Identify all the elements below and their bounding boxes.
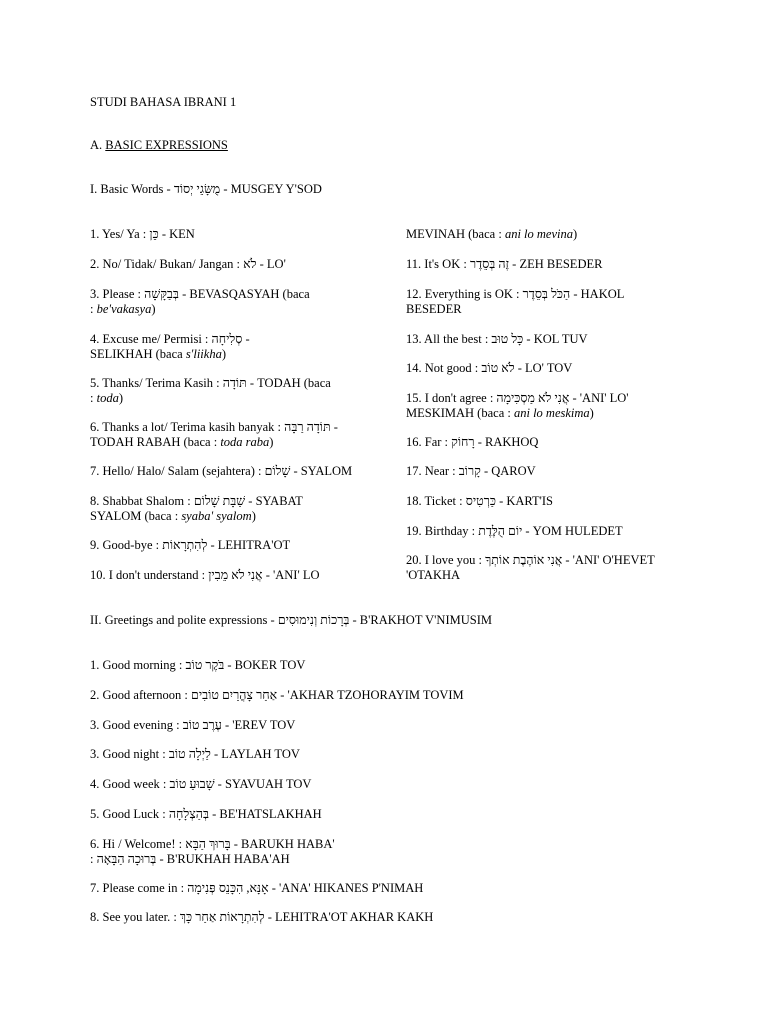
list-item	[90, 718, 295, 732]
list-item	[406, 524, 623, 538]
item-hebrew: רָחוֹק	[451, 435, 475, 449]
item-text: 14. Not good :	[406, 361, 482, 375]
item-translit: - 'ANI' LO	[262, 568, 320, 582]
item-translit: - 'ANI' LO'	[569, 391, 629, 405]
item-translit: - LEHITRA'OT AKHAR KAKH	[264, 910, 434, 924]
item-text: 3. Good evening :	[90, 718, 183, 732]
item-translit: - HAKOL	[570, 287, 625, 301]
item-hebrew: כַּרְטִיס	[465, 494, 496, 508]
item-translit: - B'RUKHAH HABA'AH	[156, 852, 290, 866]
item-pronunciation: s'liikha	[185, 347, 222, 361]
part-1-title-post: - MUSGEY Y'SOD	[220, 182, 322, 196]
item-hebrew: אַחַר צָהֳרַיִם טוֹבִים	[191, 688, 278, 702]
list-item	[90, 376, 331, 390]
item-text: 8. See you later. :	[90, 910, 180, 924]
item-translit: - KART'IS	[495, 494, 554, 508]
item-hebrew: סְלִיחָה	[211, 332, 243, 346]
item-translit: - 'EREV TOV	[221, 718, 296, 732]
item-hebrew: לֹא טוֹב	[481, 361, 515, 375]
item-hebrew: בְּהַצְלָחָה	[168, 807, 210, 821]
item-text: SYALOM (baca :	[90, 509, 182, 523]
item-text: )	[251, 509, 256, 523]
item-text: )	[151, 302, 156, 316]
list-item-continuation	[90, 852, 290, 866]
item-text: 9. Good-bye :	[90, 538, 163, 552]
item-translit: -	[242, 332, 250, 346]
section-a-prefix: A.	[90, 138, 106, 152]
item-hebrew: בָּרוּךְ הַבָּא	[185, 837, 231, 851]
item-translit: - LAYLAH TOV	[210, 747, 300, 761]
item-hebrew: אֲנִי לֹא מֵבִין	[208, 568, 263, 582]
list-item-continuation	[406, 406, 594, 420]
item-hebrew: אֲנִי אוֹהֶבֶת אוֹתְךָ	[485, 553, 563, 567]
item-translit: - SYALOM	[290, 464, 353, 478]
list-item	[90, 837, 335, 851]
list-item	[90, 658, 305, 672]
list-item-continuation	[90, 302, 156, 316]
list-item	[90, 464, 352, 478]
list-item	[406, 435, 538, 449]
list-item-continuation	[406, 227, 577, 241]
item-translit: - TODAH (baca	[246, 376, 331, 390]
item-text: MESKIMAH (baca :	[406, 406, 514, 420]
list-item	[90, 287, 310, 301]
item-text: SELIKHAH (baca	[90, 347, 186, 361]
item-hebrew: אֲנִי לֹא מַסְכִּימָה	[496, 391, 570, 405]
item-translit: - 'ANI' O'HEVET	[562, 553, 655, 567]
item-hebrew: שַׁבָּת שָׁלוֹם	[193, 494, 246, 508]
item-text: 20. I love you :	[406, 553, 486, 567]
item-pronunciation: be'vakasya	[96, 302, 152, 316]
item-text: 13. All the best :	[406, 332, 492, 346]
section-a-title: BASIC EXPRESSIONS	[105, 138, 228, 152]
item-translit: - KEN	[158, 227, 195, 241]
list-item	[90, 332, 250, 346]
list-item	[90, 227, 195, 241]
list-item	[406, 553, 655, 567]
item-text: )	[572, 227, 578, 241]
list-item	[90, 777, 311, 791]
item-text: 7. Please come in :	[90, 881, 188, 895]
list-item	[90, 747, 300, 761]
list-item-continuation	[90, 391, 123, 405]
item-translit: - LO' TOV	[514, 361, 573, 375]
item-text: 6. Hi / Welcome! :	[90, 837, 186, 851]
item-translit: - ZEH BESEDER	[509, 257, 603, 271]
item-pronunciation: toda raba	[220, 435, 270, 449]
item-text: 16. Far :	[406, 435, 452, 449]
item-hebrew: יוֹם הֻלֶּדֶת	[478, 524, 523, 538]
item-text: 6. Thanks a lot/ Terima kasih banyak :	[90, 420, 285, 434]
item-translit: - BOKER TOV	[224, 658, 306, 672]
item-text: 5. Thanks/ Terima Kasih :	[90, 376, 223, 390]
item-hebrew: בְּבַקָּשָׁה	[144, 287, 179, 301]
item-text: 3. Please :	[90, 287, 145, 301]
item-hebrew: תּוֹדָה	[222, 376, 247, 390]
list-item	[90, 807, 322, 821]
item-translit: - 'AKHAR TZOHORAYIM TOVIM	[277, 688, 464, 702]
item-hebrew: בְּרוּכָה הַבָּאָה	[96, 852, 157, 866]
item-text: 11. It's OK :	[406, 257, 470, 271]
list-item	[90, 881, 423, 895]
list-item	[90, 688, 464, 702]
item-text: 18. Ticket :	[406, 494, 466, 508]
part-1-title-pre: I. Basic Words -	[90, 182, 174, 196]
list-item-continuation	[90, 435, 273, 449]
item-translit: - BARUKH HABA'	[230, 837, 335, 851]
item-translit: -	[330, 420, 338, 434]
item-hebrew: לְהִתְרָאוֹת	[162, 538, 208, 552]
item-pronunciation: ani lo meskima	[513, 406, 590, 420]
item-translit: - QAROV	[480, 464, 536, 478]
list-item-continuation: BESEDER	[406, 302, 462, 316]
item-text: 10. I don't understand :	[90, 568, 209, 582]
item-text: 7. Hello/ Halo/ Salam (sejahtera) :	[90, 464, 265, 478]
item-text: 3. Good night :	[90, 747, 169, 761]
part-2-title-hebrew: בְּרָכוֹת וְנִימוּסִים	[277, 613, 350, 627]
list-item	[406, 287, 624, 301]
list-item	[406, 494, 553, 508]
list-item-continuation: 'OTAKHA	[406, 568, 461, 582]
list-item	[406, 464, 536, 478]
item-translit: - RAKHOQ	[474, 435, 539, 449]
item-text: )	[589, 406, 594, 420]
list-item	[90, 568, 319, 582]
item-text: 4. Good week :	[90, 777, 170, 791]
part-1-title-hebrew: מֻשָּׂגֵי יְסוֹד	[173, 182, 221, 196]
item-text: :	[90, 391, 97, 405]
item-hebrew: בֹּקֶר טוֹב	[185, 658, 225, 672]
item-hebrew: שָׁלוֹם	[264, 464, 291, 478]
item-hebrew: הַכֹּל בְּסֵדֶר	[522, 287, 571, 301]
list-item	[406, 391, 629, 405]
part-2-heading	[90, 613, 492, 627]
list-item	[90, 910, 433, 924]
item-text: 1. Yes/ Ya :	[90, 227, 150, 241]
item-pronunciation: syaba' syalom	[181, 509, 252, 523]
item-text: 2. Good afternoon :	[90, 688, 192, 702]
item-pronunciation: ani lo mevina	[504, 227, 573, 241]
document-title: STUDI BAHASA IBRANI 1	[90, 95, 237, 109]
item-translit: - KOL TUV	[523, 332, 588, 346]
item-text: 8. Shabbat Shalom :	[90, 494, 194, 508]
item-translit: - BE'HATSLAKHAH	[209, 807, 322, 821]
item-hebrew: לֹא	[243, 257, 257, 271]
item-text: :	[90, 852, 97, 866]
list-item	[406, 361, 572, 375]
item-translit: - BEVASQASYAH (baca	[178, 287, 310, 301]
list-item	[90, 494, 303, 508]
item-pronunciation: toda	[96, 391, 119, 405]
item-text: :	[90, 302, 97, 316]
item-hebrew: לְהִתְרָאוֹת אַחַר כָּךְ	[179, 910, 265, 924]
section-a-heading	[90, 138, 228, 152]
list-item	[406, 257, 602, 271]
list-item	[406, 332, 588, 346]
item-hebrew: שָׁבוּעַ טוֹב	[169, 777, 215, 791]
part-2-title-post: - B'RAKHOT V'NIMUSIM	[349, 613, 492, 627]
item-text: )	[118, 391, 124, 405]
item-text: 5. Good Luck :	[90, 807, 169, 821]
item-hebrew: אָנָּא, הִכָּנֵס פְּנִימָה	[187, 881, 269, 895]
list-item	[90, 538, 290, 552]
item-translit: - 'ANA' HIKANES P'NIMAH	[268, 881, 424, 895]
item-translit: - YOM HULEDET	[522, 524, 623, 538]
item-translit: - LEHITRA'OT	[207, 538, 291, 552]
item-hebrew: כָּל טוּב	[491, 332, 524, 346]
item-text: 4. Excuse me/ Permisi :	[90, 332, 212, 346]
item-text: MEVINAH (baca :	[406, 227, 505, 241]
part-2-title-pre: II. Greetings and polite expressions -	[90, 613, 278, 627]
item-translit: - SYAVUAH TOV	[214, 777, 312, 791]
item-text: )	[269, 435, 274, 449]
item-hebrew: קָרוֹב	[458, 464, 481, 478]
item-hebrew: זֶה בְּסֵדֶר	[469, 257, 510, 271]
list-item	[90, 257, 286, 271]
item-text: )	[221, 347, 226, 361]
list-item-continuation	[90, 347, 226, 361]
list-item-continuation	[90, 509, 256, 523]
part-1-heading	[90, 182, 322, 196]
item-text: 2. No/ Tidak/ Bukan/ Jangan :	[90, 257, 244, 271]
item-text: 19. Birthday :	[406, 524, 479, 538]
item-hebrew: לַיְלָה טוֹב	[168, 747, 211, 761]
item-hebrew: עֶרֶב טוֹב	[182, 718, 222, 732]
item-text: 17. Near :	[406, 464, 459, 478]
item-text: 15. I don't agree :	[406, 391, 497, 405]
item-text: TODAH RABAH (baca :	[90, 435, 221, 449]
list-item	[90, 420, 338, 434]
item-hebrew: תּוֹדָה רַבָּה	[284, 420, 331, 434]
item-translit: - SYABAT	[245, 494, 303, 508]
item-translit: - LO'	[256, 257, 286, 271]
item-text: 1. Good morning :	[90, 658, 186, 672]
item-hebrew: כֵּן	[149, 227, 159, 241]
item-text: 12. Everything is OK :	[406, 287, 523, 301]
